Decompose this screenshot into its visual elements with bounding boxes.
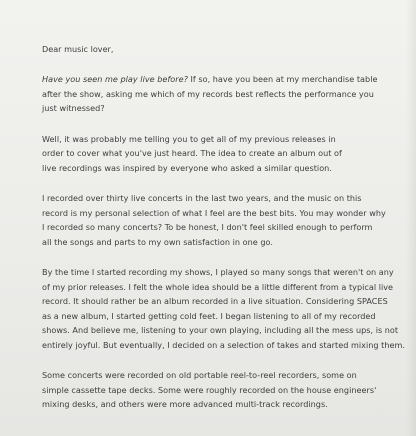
paragraph-line: Some concerts were recorded on old portable reel-to-reel recorders, some on	[42, 370, 357, 380]
paragraph-line: record is my personal selection of what I feel are the best bits. You may wonder why	[42, 207, 386, 218]
paragraph-line: shows. And believe me, listening to your own playing, including all the mess ups, is not	[42, 325, 399, 335]
paragraph-line: mixing desks, and others were more advanced multi-track recordings.	[42, 399, 328, 409]
paragraph-line: all the songs and parts to my own satisfaction in one go.	[42, 236, 273, 247]
paragraph-line: of my prior releases. I felt the whole idea should be a little different from a typical live	[42, 281, 394, 292]
paragraph-line: I recorded over thirty live concerts in the last two years, and the music on this	[42, 193, 362, 203]
paragraph-line: I recorded so many concerts? To be honest, I don't feel skilled enough to perform	[42, 222, 373, 232]
paragraph-line: order to cover what you've just heard. The idea to create an album out of	[42, 148, 342, 158]
paragraph-line: record. It should rather be an album recorded in a live situation. Considering SPACES	[42, 296, 388, 306]
paragraph-line: By the time I started recording my shows, I played so many songs that weren't on any	[42, 267, 394, 277]
paragraph-line: entirely joyful. But eventually, I decided on a selection of takes and started mixing them.	[42, 339, 405, 350]
paragraph-3	[42, 191, 396, 249]
letter-salutation: Dear music lover,	[42, 44, 114, 54]
paragraph-line: after the show, asking me which of my records best reflects the performance you	[42, 88, 374, 99]
paragraph-line	[42, 72, 396, 87]
paragraph-4	[42, 265, 405, 352]
paragraph-1	[42, 72, 396, 116]
paragraph-5	[42, 368, 396, 412]
page-edge-shadow	[406, 0, 416, 436]
paragraph-line: as a new album, I started getting cold feet. I began listening to all of my recorded	[42, 310, 376, 321]
line-rest: If so, have you been at my merchandise table	[187, 74, 378, 84]
paragraph-2	[42, 132, 396, 176]
paragraph-line: Well, it was probably me telling you to get all of my previous releases in	[42, 133, 336, 144]
paragraph-line: just witnessed?	[42, 103, 105, 113]
paragraph-line: live recordings was inspired by everyone who asked a similar question.	[42, 162, 332, 173]
paragraph-line: simple cassette tape decks. Some were roughly recorded on the house engineers'	[42, 384, 377, 395]
italic-question: Have you seen me play live before?	[42, 74, 188, 84]
